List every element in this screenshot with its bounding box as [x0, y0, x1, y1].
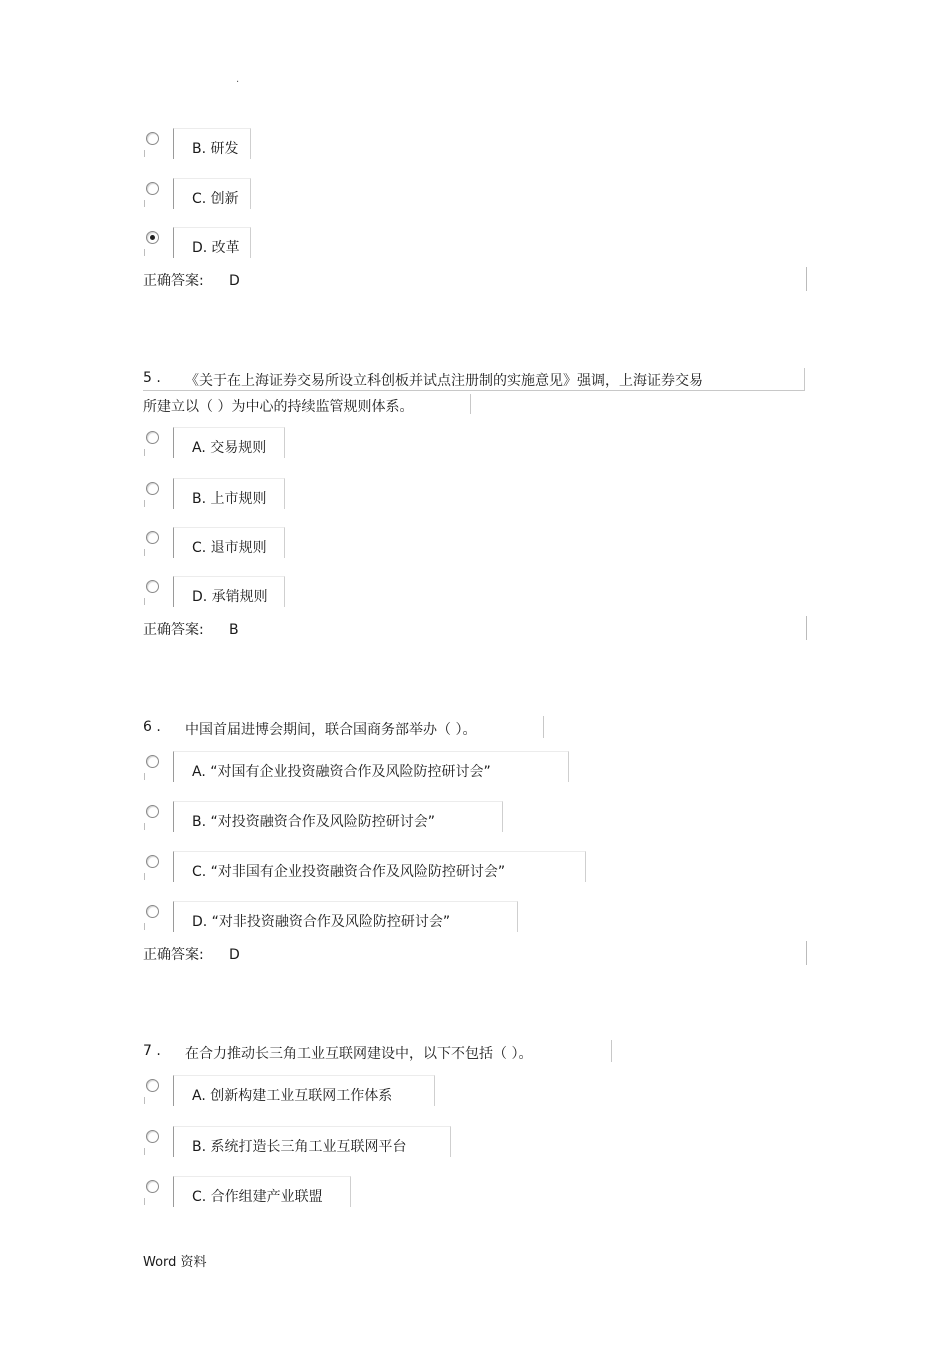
q6-line-edge	[543, 716, 544, 738]
q5-line2-edge	[470, 394, 471, 414]
answer-value: D	[229, 947, 240, 963]
answer-divider	[806, 616, 807, 640]
q5-answer	[143, 619, 239, 639]
radio-button-checked-icon[interactable]	[146, 231, 159, 244]
option-label: B. 上市规则	[192, 491, 267, 507]
q6-text: 中国首届进博会期间，联合国商务部举办（ ）。	[185, 722, 477, 738]
q6-answer	[143, 944, 240, 964]
radio-button-icon[interactable]	[146, 1079, 159, 1092]
radio-tick	[144, 1198, 145, 1205]
q7-line-edge	[611, 1040, 612, 1062]
option-label: C. “对非国有企业投资融资合作及风险防控研讨会”	[192, 864, 506, 880]
option-label: A. 创新构建工业互联网工作体系	[192, 1088, 393, 1104]
option-label: D. 承销规则	[192, 589, 268, 605]
page-footer: Word 资料	[143, 1255, 207, 1270]
answer-value: D	[229, 273, 240, 289]
option-label: D. “对非投资融资合作及风险防控研讨会”	[192, 914, 451, 930]
option-label: D. 改革	[192, 240, 240, 256]
radio-button-icon[interactable]	[146, 431, 159, 444]
option-label: C. 创新	[192, 191, 239, 207]
option-label: B. 研发	[192, 141, 239, 157]
radio-tick	[144, 773, 145, 780]
option-label: B. “对投资融资合作及风险防控研讨会”	[192, 814, 436, 830]
q5-text-line2: 所建立以（ ）为中心的持续监管规则体系。	[143, 399, 414, 415]
option-label: A. “对国有企业投资融资合作及风险防控研讨会”	[192, 764, 491, 780]
radio-button-icon[interactable]	[146, 755, 159, 768]
radio-tick	[144, 500, 145, 507]
option-label: B. 系统打造长三角工业互联网平台	[192, 1139, 407, 1155]
radio-tick	[144, 249, 145, 256]
q7-text: 在合力推动长三角工业互联网建设中，以下不包括（ ）。	[185, 1046, 533, 1062]
q7-number: 7 .	[143, 1043, 161, 1059]
radio-tick	[144, 150, 145, 157]
answer-label: 正确答案:	[143, 622, 204, 638]
radio-tick	[144, 549, 145, 556]
radio-button-icon[interactable]	[146, 905, 159, 918]
answer-value: B	[229, 622, 239, 638]
option-label: C. 合作组建产业联盟	[192, 1189, 323, 1205]
option-label: A. 交易规则	[192, 440, 267, 456]
page-dot: .	[236, 74, 240, 85]
answer-label: 正确答案:	[143, 947, 204, 963]
q5-number: 5 .	[143, 370, 161, 386]
radio-button-icon[interactable]	[146, 855, 159, 868]
radio-tick	[144, 823, 145, 830]
option-label: C. 退市规则	[192, 540, 267, 556]
radio-tick	[144, 1097, 145, 1104]
answer-divider	[806, 267, 807, 291]
radio-tick	[144, 1148, 145, 1155]
q5-line-edge	[804, 368, 805, 390]
radio-button-icon[interactable]	[146, 805, 159, 818]
answer-divider	[806, 941, 807, 965]
radio-tick	[144, 873, 145, 880]
radio-tick	[144, 923, 145, 930]
q6-number: 6 .	[143, 719, 161, 735]
radio-tick	[144, 449, 145, 456]
radio-button-icon[interactable]	[146, 1130, 159, 1143]
radio-tick	[144, 200, 145, 207]
radio-tick	[144, 598, 145, 605]
q4-answer	[143, 270, 240, 290]
radio-button-icon[interactable]	[146, 482, 159, 495]
radio-button-icon[interactable]	[146, 580, 159, 593]
radio-button-icon[interactable]	[146, 132, 159, 145]
q5-line-rule	[143, 390, 805, 391]
q5-text-line1: 《关于在上海证券交易所设立科创板并试点注册制的实施意见》强调，上海证券交易	[185, 373, 703, 389]
radio-button-icon[interactable]	[146, 182, 159, 195]
radio-button-icon[interactable]	[146, 531, 159, 544]
radio-button-icon[interactable]	[146, 1180, 159, 1193]
answer-label: 正确答案:	[143, 273, 204, 289]
